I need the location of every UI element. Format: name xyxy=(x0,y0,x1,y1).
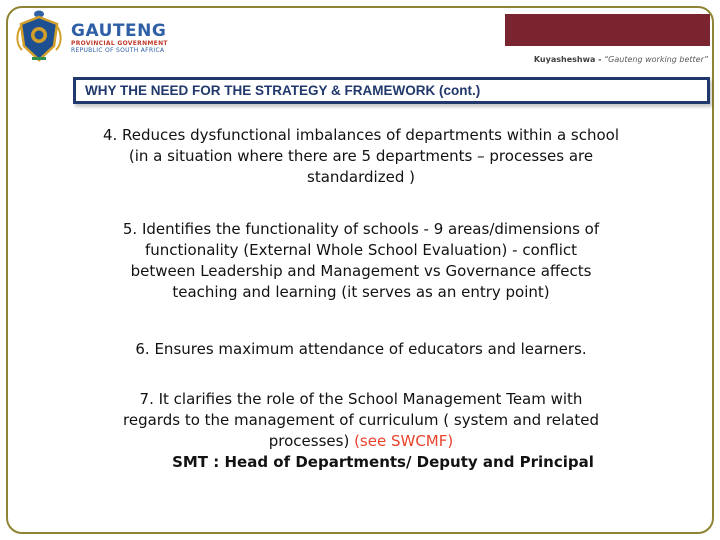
bullet-7-line-3-text: processes) xyxy=(268,432,355,450)
gauteng-coat-of-arms-icon xyxy=(14,8,64,68)
bullet-5-line-4: teaching and learning (it serves as an entry point) xyxy=(172,283,550,301)
bullet-item-7 xyxy=(38,389,684,452)
bullet-item-5 xyxy=(38,219,684,303)
bullet-5-line-2: functionality (External Whole School Evaluation) - conflict xyxy=(144,241,578,259)
bullet-item-6 xyxy=(38,339,684,360)
slide-title-bar xyxy=(73,77,710,104)
bullet-7-line-3 xyxy=(38,431,684,452)
bullet-7-line-1: 7. It clarifies the role of the School Management Team with xyxy=(139,390,583,408)
bullet-4-line-3: standardized ) xyxy=(307,168,415,186)
bullet-4-line-1: 4. Reduces dysfunctional imbalances of departments within a school xyxy=(102,126,620,144)
bullet-6-line-1: 6. Ensures maximum attendance of educators and learners. xyxy=(135,340,587,358)
tagline xyxy=(534,55,708,64)
logo-text xyxy=(71,22,168,54)
logo-subtitle-1: PROVINCIAL GOVERNMENT xyxy=(71,40,168,47)
bullet-4-line-2: (in a situation where there are 5 departments – processes are xyxy=(128,147,594,165)
logo-subtitle-2: REPUBLIC OF SOUTH AFRICA xyxy=(71,47,165,54)
bullet-5-line-1: 5. Identifies the functionality of schools - 9 areas/dimensions of xyxy=(122,220,600,238)
maroon-banner xyxy=(505,14,710,46)
bullet-item-4 xyxy=(38,125,684,188)
logo-name: GAUTENG xyxy=(71,21,167,41)
tagline-quote: “Gauteng working better” xyxy=(604,55,708,64)
tagline-brand: Kuyasheshwa - xyxy=(533,55,602,64)
smt-note xyxy=(60,452,706,473)
slide-title: WHY THE NEED FOR THE STRATEGY & FRAMEWORK (cont.) xyxy=(85,83,481,98)
smt-note-line: SMT : Head of Departments/ Deputy and Principal xyxy=(172,453,594,471)
bullet-5-line-3: between Leadership and Management vs Governance affects xyxy=(130,262,592,280)
gauteng-logo xyxy=(14,8,168,68)
bullet-7-line-2: regards to the management of curriculum ( system and related xyxy=(123,411,599,429)
see-swcmf-reference: (see SWCMF) xyxy=(354,432,454,450)
